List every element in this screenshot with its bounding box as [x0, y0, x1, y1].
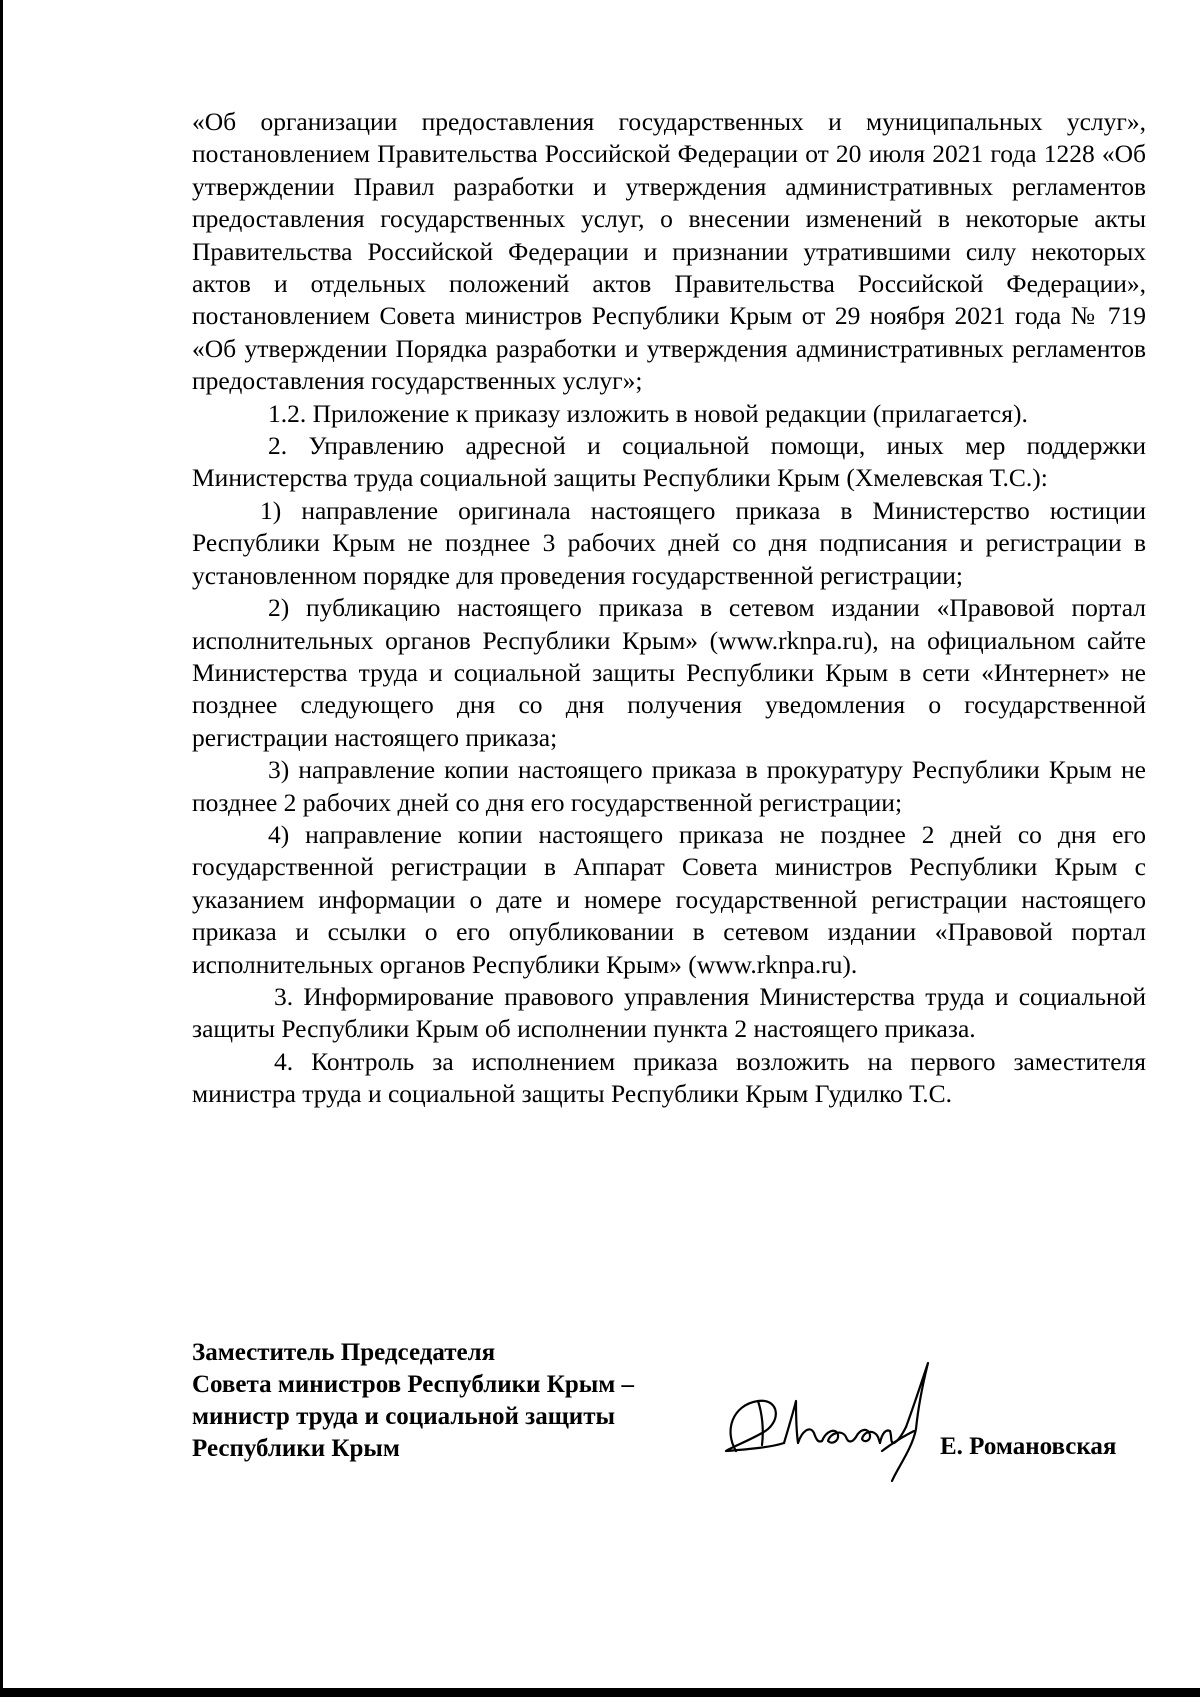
signatory-title — [192, 1337, 732, 1465]
signatory-title-line: министр труда и социальной защиты — [192, 1403, 615, 1430]
page-border-left — [0, 0, 3, 1697]
handwritten-signature — [722, 1353, 942, 1485]
paragraph-4: 4. Контроль за исполнением приказа возложить на первого заместителя министра труда и социальной защиты Республики Крым Гудилко Т.С. — [192, 1046, 1146, 1109]
page-border-bottom — [0, 1688, 1200, 1697]
paragraph-preamble-continuation: «Об организации предоставления государственных и муниципальных услуг», постановлением Правительства Российской Федерации от 20 июля 2021 года 1228 «Об утверждении Правил разработки и утверждения административных регламентов предоставления государственных услуг, о внесении изменений в некоторые акты Правительства Российской Федерации и признании утратившими силу некоторых актов и отдельных положений актов Правительства Российской Федерации», постановлением Совета министров Республики Крым от 29 ноября 2021 года № 719 «Об утверждении Порядка разработки и утверждения административных регламентов предоставления государственных услуг»; — [192, 107, 1146, 396]
paragraph-2-item-1: 1) направление оригинала настоящего приказа в Министерство юстиции Республики Крым не позднее 3 рабочих дней со дня подписания и регистрации в установленном порядке для проведения государственной регистрации; — [192, 495, 1146, 590]
signatory-title-line: Заместитель Председателя — [192, 1339, 496, 1366]
paragraph-2-item-3: 3) направление копии настоящего приказа в прокуратуру Республики Крым не позднее 2 рабочих дней со дня его государственной регистрации; — [192, 755, 1146, 817]
paragraph-2-item-2: 2) публикацию настоящего приказа в сетевом издании «Правовой портал исполнительных органов Республики Крым» (www.rknpa.ru), на официальном сайте Министерства труда и социальной защиты Республики Крым в сети «Интернет» не позднее следующего дня со дня получения уведомления о государственной регистрации настоящего приказа; — [192, 593, 1146, 752]
document-body — [192, 106, 1146, 1111]
paragraph-3: 3. Информирование правового управления Министерства труда и социальной защиты Республики Крым об исполнении пункта 2 настоящего приказа. — [192, 981, 1146, 1044]
paragraph-2: 2. Управлению адресной и социальной помощи, иных мер поддержки Министерства труда социальной защиты Республики Крым (Хмелевская Т.С.): — [192, 431, 1146, 493]
paragraph-1-2: 1.2. Приложение к приказу изложить в новой редакции (прилагается). — [268, 398, 1028, 428]
signatory-title-line: Республики Крым — [192, 1435, 400, 1462]
signatory-title-line: Совета министров Республики Крым – — [192, 1371, 635, 1398]
paragraph-2-item-4: 4) направление копии настоящего приказа не позднее 2 дней со дня его государственной регистрации в Аппарат Совета министров Республики Крым с указанием информации о дате и номере государственной регистрации настоящего приказа и ссылки о его опубликовании в сетевом издании «Правовой портал исполнительных органов Республики Крым» (www.rknpa.ru). — [192, 819, 1146, 979]
signer-name: Е. Романовская — [940, 1433, 1117, 1460]
